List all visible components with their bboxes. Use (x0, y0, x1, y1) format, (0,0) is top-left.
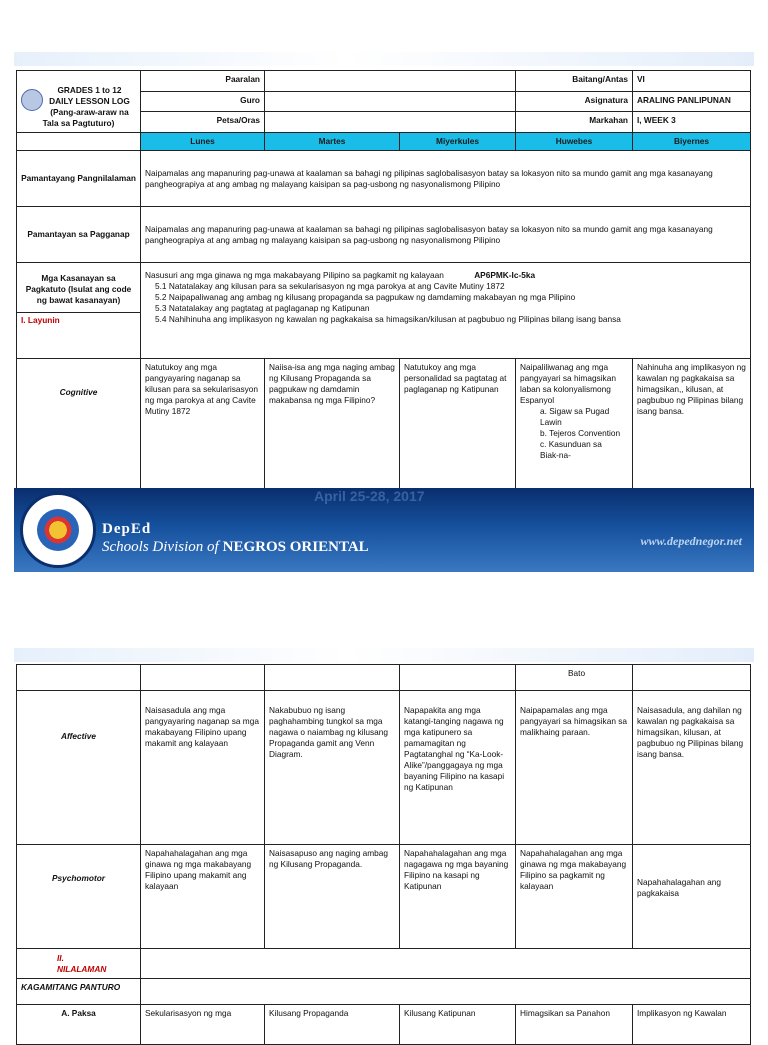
affective-lunes[interactable]: Naisasadula ang mga pangyayaring naganap sa mga makabayang Filipino upang makamit ang kalayaan (141, 691, 265, 845)
daily-lesson-log-table-page2 (16, 664, 751, 1045)
division-url[interactable]: www.depednegor.net (640, 534, 742, 548)
affective-huwebes[interactable]: Naipapamalas ang mga pangyayari sa himagsikan sa malikhaing paraan. (516, 691, 633, 845)
psychomotor-huwebes[interactable]: Napahahalagahan ang mga ginawa ng mga makabayang Filipino sa pagkamit ng kalayaan (516, 845, 633, 949)
deped-seal-icon (21, 89, 43, 111)
date-watermark: April 25-28, 2017 (314, 488, 425, 504)
continuation-miyerkules[interactable] (400, 665, 516, 691)
seal-emblem-icon (37, 509, 79, 551)
deped-footer-banner (14, 488, 754, 572)
petsa-label: Petsa/Oras (141, 112, 265, 133)
paaralan-value[interactable] (265, 71, 516, 92)
daily-lesson-log-table-page1 (16, 70, 751, 505)
continuation-huwebes[interactable]: Bato (516, 665, 633, 691)
affective-martes[interactable]: Nakabubuo ng isang paghahambing tungkol sa mga nagawa o naiambag ng kilusang Propaganda gamit ang Venn Diagram. (265, 691, 400, 845)
province-text: NEGROS ORIENTAL (222, 539, 369, 555)
psychomotor-label: Psychomotor (17, 845, 141, 949)
kasanayan-intro: Nasusuri ang mga ginawa ng mga makabayang Pilipino sa pagkamit ng kalayaan (145, 270, 444, 280)
department-of-education-seal (20, 492, 96, 568)
grades-header-cell (17, 71, 141, 133)
baitang-value[interactable]: VI (633, 71, 751, 92)
school-log-title: GRADES 1 to 12 DAILY LESSON LOG (Pang-araw-araw na Tala sa Pagtuturo) (42, 85, 130, 128)
paksa-biyernes[interactable]: Implikasyon ng Kawalan (633, 1005, 751, 1045)
division-text: Schools Division of (102, 539, 219, 555)
psychomotor-lunes[interactable]: Napahahalagahan ang mga ginawa ng mga makabayang Filipino upang makamit ang kalayaan (141, 845, 265, 949)
kasanayan-item-1: 5.1 Natatalakay ang kilusan para sa sekularisasyon ng mga parokya at ang Cavite Mutiny 1872 (155, 281, 505, 291)
day-biyernes: Biyernes (633, 133, 751, 151)
affective-biyernes[interactable]: Naisasadula, ang dahilan ng kawalan ng pagkakaisa sa himagsikan, kilusan, at pagbubuo ng Pilipinas bilang isang bansa. (633, 691, 751, 845)
baitang-label: Baitang/Antas (516, 71, 633, 92)
kasanayan-label-cell (17, 263, 141, 359)
pamantayan-sa-pagganap-text[interactable]: Naipamalas ang mapanuring pag-unawa at kaalaman sa bahagi ng pilipinas saglobalisasyon batay sa lokasyon nito sa mundo gamit ang mga kasanayang pangheograpiya at ang ambag ng malayang kaisipan sa pag-usbong ng nasyonalismong Pilipino (141, 207, 751, 263)
day-header-row (17, 133, 751, 151)
psychomotor-miyerkules[interactable]: Napahahalagahan ang mga nagagawa ng mga bayaning Filipino na kasapi ng Katipunan (400, 845, 516, 949)
cognitive-label: Cognitive (17, 359, 141, 505)
kasanayan-item-3: 5.3 Natatalakay ang pagtatag at paglaganap ng Katipunan (155, 303, 370, 313)
markahan-label: Markahan (516, 112, 633, 133)
cognitive-lunes[interactable]: Natutukoy ang mga pangyayaring naganap sa kilusan para sa sekularisasyon ng mga parokya at ang Cavite Mutiny 1872 (141, 359, 265, 505)
continuation-martes[interactable] (265, 665, 400, 691)
layunin-label: I. Layunin (17, 312, 140, 328)
paksa-miyerkules[interactable]: Kilusang Katipunan (400, 1005, 516, 1045)
paksa-lunes[interactable]: Sekularisasyon ng mga (141, 1005, 265, 1045)
deped-wordmark: DepEd (102, 521, 152, 537)
nilalaman-content[interactable] (141, 949, 751, 979)
page2-top-bar (14, 648, 754, 662)
day-martes: Martes (265, 133, 400, 151)
cognitive-biyernes[interactable]: Nahinuha ang implikasyon ng kawalan ng pagkakaisa sa himagsikan,, kilusan, at pagbubuo ng Pilipinas bilang isang bansa. (633, 359, 751, 505)
paksa-label: A. Paksa (17, 1005, 141, 1045)
psychomotor-biyernes[interactable]: Napahahalagahan ang pagkakaisa (633, 845, 751, 949)
kasanayan-intro-line (145, 270, 746, 281)
cognitive-subitem-b: b. Tejeros Convention (540, 428, 621, 438)
asignatura-value[interactable]: ARALING PANLIPUNAN (633, 91, 751, 112)
kasanayan-item-4: 5.4 Nahihinuha ang implikasyon ng kawalan ng pagkakaisa sa himagsikan/kilusan at pagbubuo ng Pilipinas bilang isang bansa (155, 314, 621, 324)
petsa-value[interactable] (265, 112, 516, 133)
day-miyerkules: Miyerkules (400, 133, 516, 151)
continuation-biyernes[interactable] (633, 665, 751, 691)
kasanayan-code: AP6PMK-Ic-5ka (474, 270, 536, 280)
page1-top-bar (14, 52, 754, 66)
kasanayan-content[interactable] (141, 263, 751, 359)
guro-value[interactable] (265, 91, 516, 112)
cognitive-miyerkules[interactable]: Natutukoy ang mga personalidad sa pagtatag at paglaganap ng Katipunan (400, 359, 516, 505)
cognitive-huwebes[interactable] (516, 359, 633, 505)
division-brand (102, 520, 369, 556)
affective-miyerkules[interactable]: Napapakita ang mga katangi-tanging nagawa ng mga katipunero sa pamamagitan ng Pagtatanghal ng “Ka-Look-Alike”/panggagaya ng mga bayaning Filipino na kasapi ng Katipunan (400, 691, 516, 845)
asignatura-label: Asignatura (516, 91, 633, 112)
pamantayang-pangnilalaman-text[interactable]: Naipamalas ang mapanuring pag-unawa at kaalaman sa bahagi ng pilipinas saglobalisasyon batay sa lokasyon nito sa mundo gamit ang mga kasanayang pangheograpiya at ang ambag ng malayang kaisipan sa pag-usbong ng nasyonalismong Pilipino (141, 151, 751, 207)
paksa-martes[interactable]: Kilusang Propaganda (265, 1005, 400, 1045)
markahan-value[interactable]: I, WEEK 3 (633, 112, 751, 133)
day-lunes: Lunes (141, 133, 265, 151)
kagamitang-content[interactable] (141, 979, 751, 1005)
kasanayan-label: Mga Kasanayan sa Pagkatuto (Isulat ang code ng bawat kasanayan) (25, 273, 132, 305)
cognitive-huwebes-text: Naipaliliwanag ang mga pangyayari sa himagsikan laban sa kolonyalismong Espanyol (520, 362, 616, 405)
kagamitang-label: KAGAMITANG PANTURO (17, 979, 141, 1005)
pamantayang-pangnilalaman-label: Pamantayang Pangnilalaman (17, 151, 141, 207)
paaralan-label: Paaralan (141, 71, 265, 92)
nilalaman-text: II. NILALAMAN (57, 952, 107, 974)
cognitive-subitem-c: c. Kasunduan sa Biak-na- (540, 439, 602, 460)
cognitive-subitems (520, 406, 628, 461)
cognitive-martes[interactable]: Naiisa-isa ang mga naging ambag ng Kilusang Propaganda sa pagpukaw ng damdamin makabansa ng mga Filipino? (265, 359, 400, 505)
cognitive-subitem-a: a. Sigaw sa Pugad Lawin (540, 406, 610, 427)
guro-label: Guro (141, 91, 265, 112)
affective-label: Affective (17, 691, 141, 845)
kasanayan-item-2: 5.2 Naipapaliwanag ang ambag ng kilusang propaganda sa pagpukaw ng damdaming makabayan ng mga Pilipino (155, 292, 576, 302)
day-header-blank (17, 133, 141, 151)
day-huwebes: Huwebes (516, 133, 633, 151)
pamantayan-sa-pagganap-label: Pamantayan sa Pagganap (17, 207, 141, 263)
continuation-blank-label (17, 665, 141, 691)
paksa-huwebes[interactable]: Himagsikan sa Panahon (516, 1005, 633, 1045)
nilalaman-label (17, 949, 141, 979)
continuation-lunes[interactable] (141, 665, 265, 691)
psychomotor-martes[interactable]: Naisasapuso ang naging ambag ng Kilusang Propaganda. (265, 845, 400, 949)
